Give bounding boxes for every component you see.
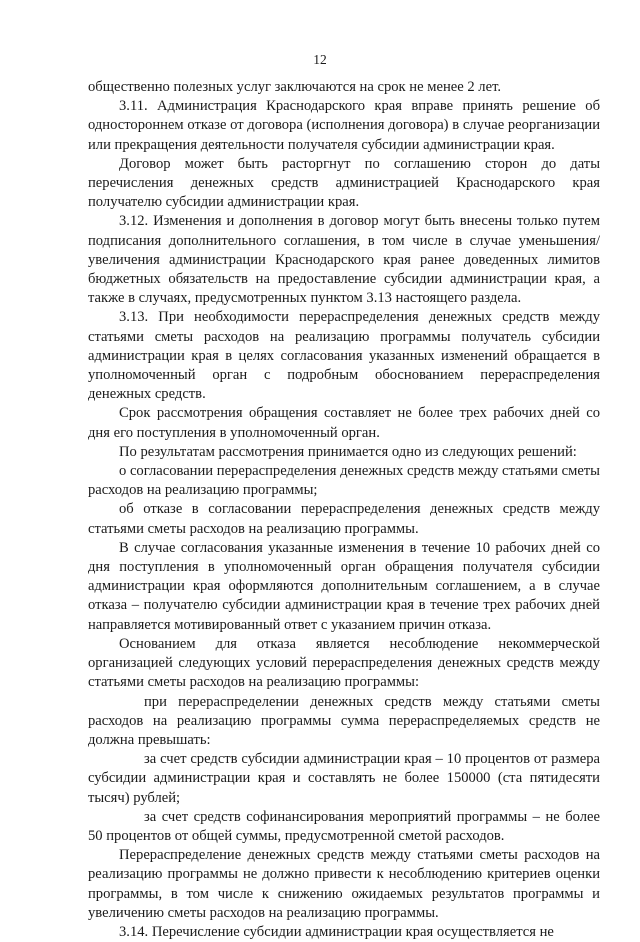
paragraph: В случае согласования указанные изменения в течение 10 рабочих дней со дня поступления в уполномоченный орган обращения получателя субсидии администрации края оформляются дополнительным соглашением, а в случае отказа – получателю субсидии администрации края в течение трех рабочих дней направляется мотивированный ответ с указанием причин отказа. [88,539,600,633]
paragraph: По результатам рассмотрения принимается одно из следующих решений: [119,443,577,460]
paragraph: 3.11. Администрация Краснодарского края вправе принять решение об одностороннем отказе от договора (исполнения договора) в случае реорганизации или прекращения деятельности получателя субсидии администрации края. [88,98,600,153]
page-number: 12 [313,52,327,67]
paragraph: за счет средств субсидии администрации края – 10 процентов от размера субсидии администрации края и составлять не более 150000 (ста пятидесяти тысяч) рублей; [88,751,600,806]
paragraph: 3.14. Перечисление субсидии администрации края осуществляется не [119,923,554,940]
paragraph: Перераспределение денежных средств между статьями сметы расходов на реализацию программы не должно привести к несоблюдению критериев оценки программы, в том числе к снижению ожидаемых результатов программы и увеличению сметы расходов на реализацию программы. [88,847,600,921]
paragraph: об отказе в согласовании перераспределения денежных средств между статьями сметы расходов на реализацию программы. [88,501,600,537]
paragraph: при перераспределении денежных средств между статьями сметы расходов на реализацию программы сумма перераспределяемых средств не должна превышать: [88,693,600,748]
paragraph: о согласовании перераспределения денежных средств между статьями сметы расходов на реализацию программы; [88,463,600,499]
paragraph: 3.12. Изменения и дополнения в договор могут быть внесены только путем подписания дополнительного соглашения, в том числе в случае уменьшения/увеличения администрации Краснодарского края ранее доведенных лимитов бюджетных обязательств на предоставление субсидии администрации края, а также в случаях, предусмотренных пунктом 3.13 настоящего раздела. [88,213,600,307]
document-body [88,78,600,942]
paragraph: Договор может быть расторгнут по соглашению сторон до даты перечисления денежных средств администрацией Краснодарского края получателю субсидии администрации края. [88,155,600,211]
paragraph: за счет средств софинансирования мероприятий программы – не более 50 процентов от общей суммы, предусмотренной сметой расходов. [88,808,600,844]
paragraph: 3.13. При необходимости перераспределения денежных средств между статьями сметы расходов на реализацию программы получатель субсидии администрации края в целях согласования указанных изменений обращается в уполномоченный орган с подробным обоснованием перераспределения денежных средств. [88,309,600,403]
paragraph: Основанием для отказа является несоблюдение некоммерческой организацией следующих условий перераспределения денежных средств между статьями сметы расходов на реализацию программы: [88,635,600,691]
paragraph: Срок рассмотрения обращения составляет не более трех рабочих дней со дня его поступления в уполномоченный орган. [88,405,600,441]
paragraph: общественно полезных услуг заключаются на срок не менее 2 лет. [88,79,501,95]
